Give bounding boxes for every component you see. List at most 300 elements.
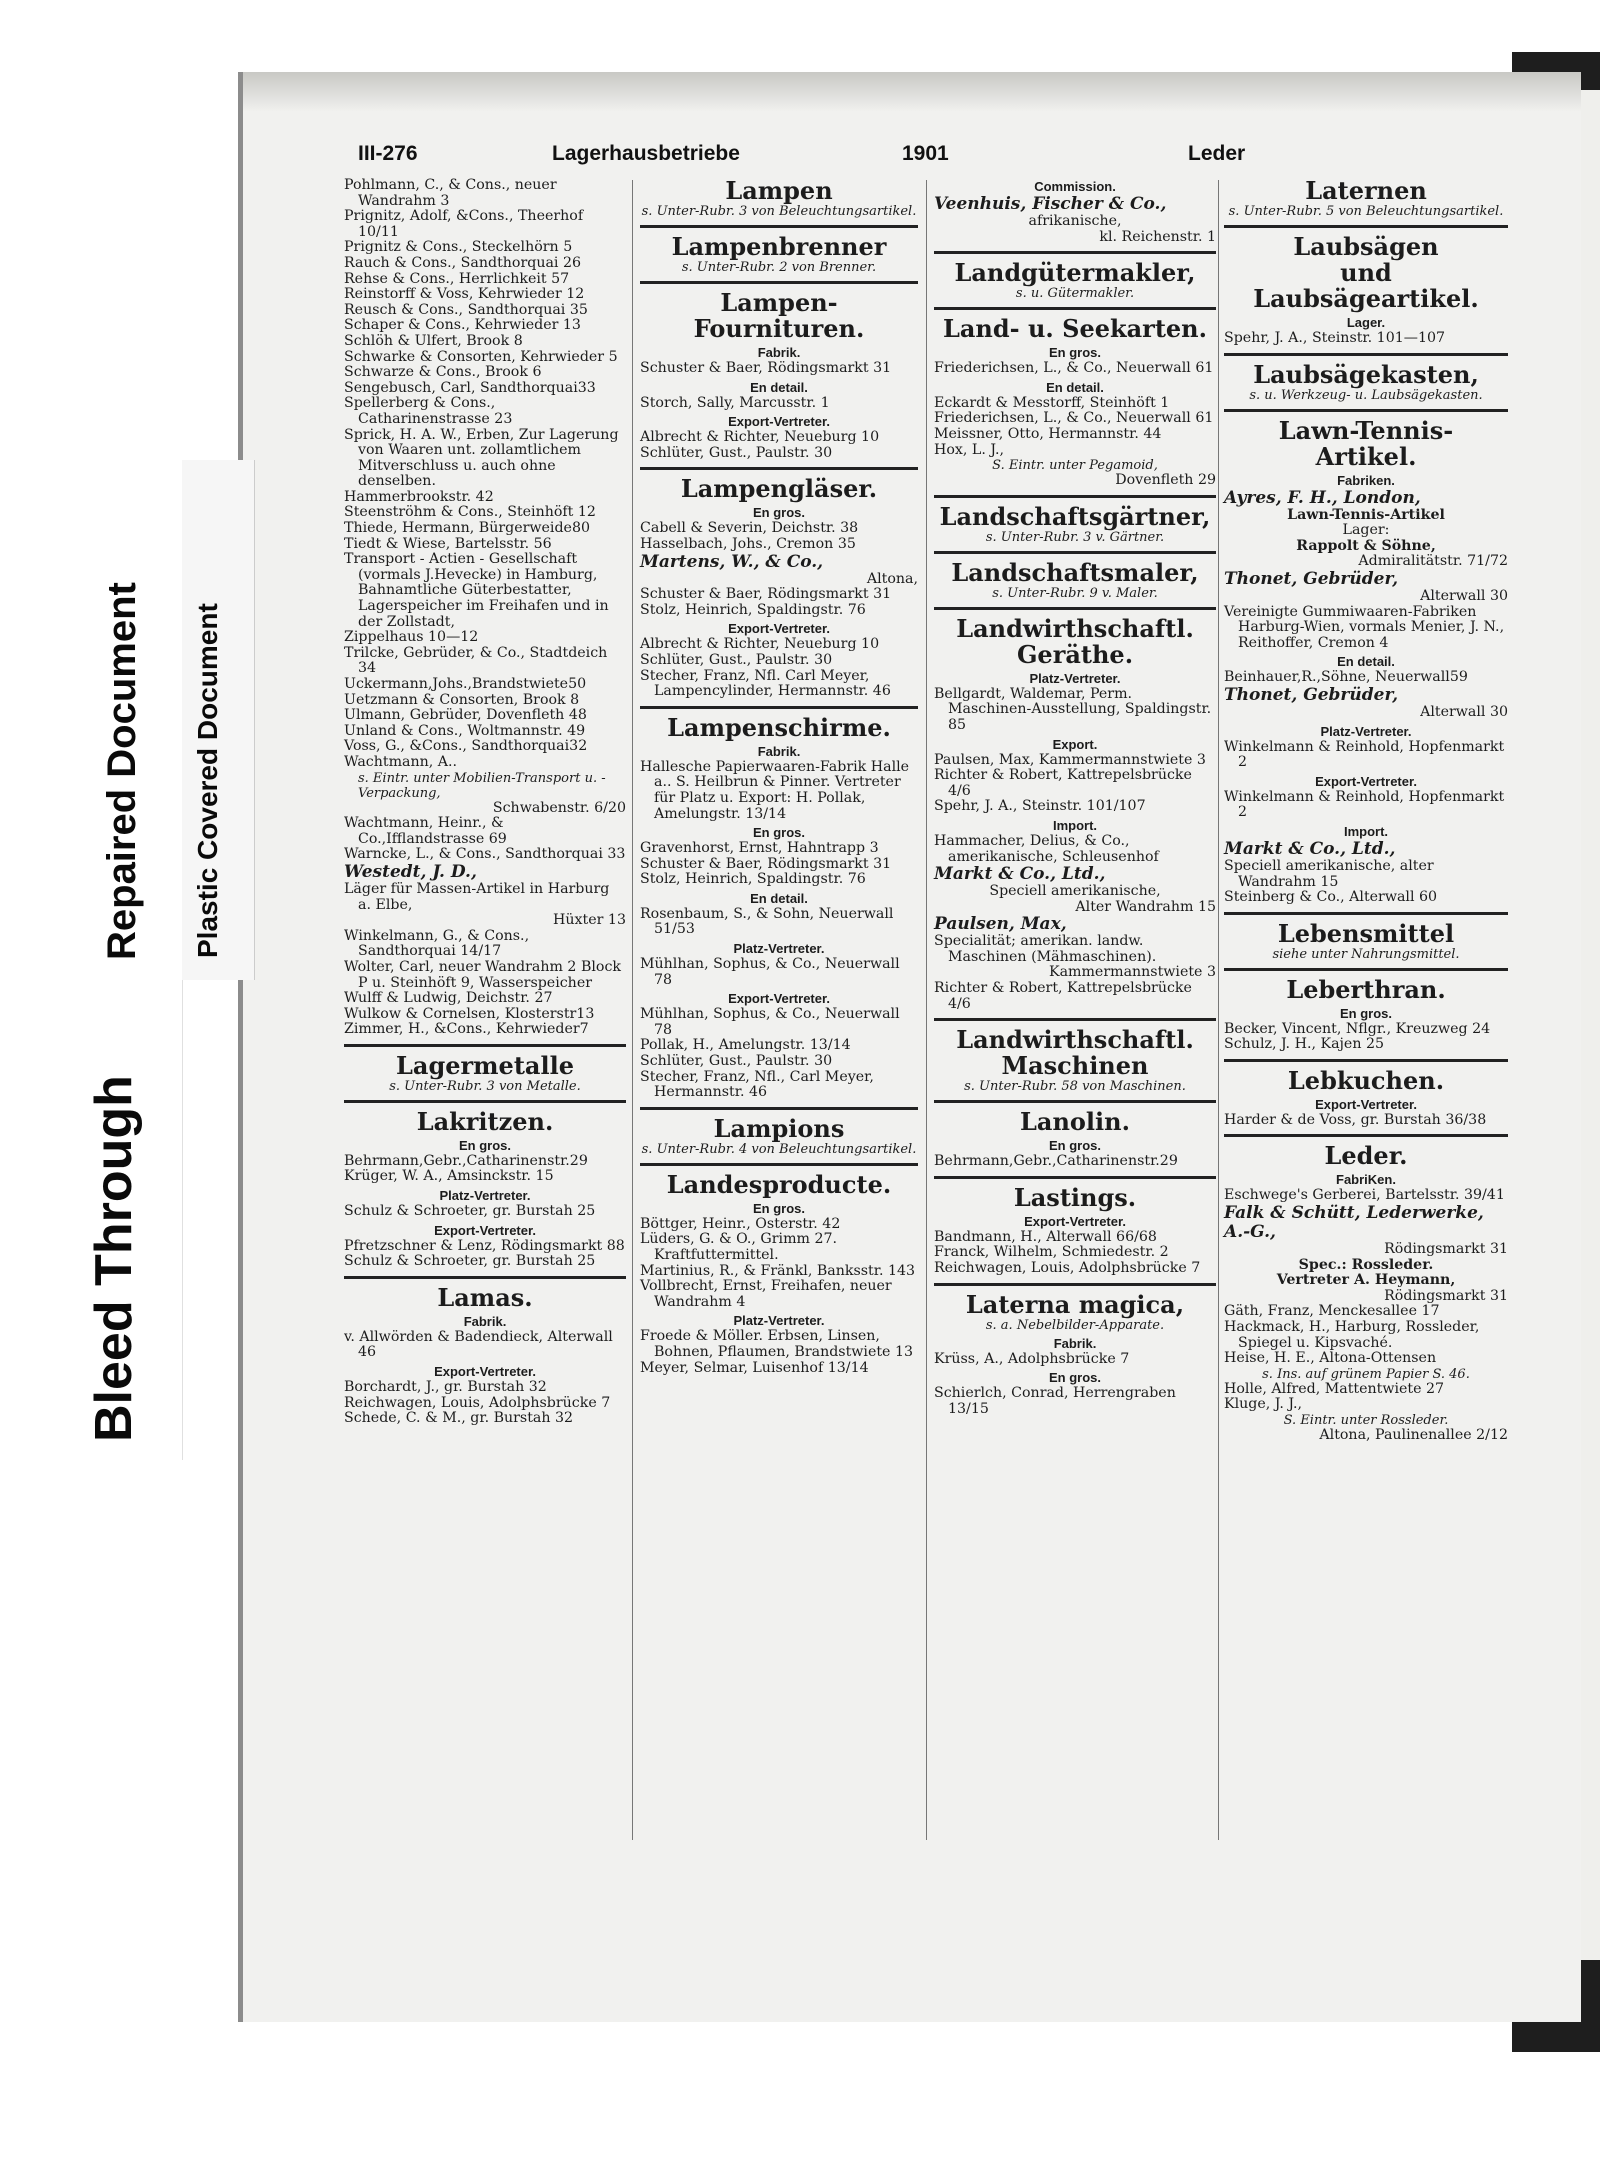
entry-list bbox=[640, 637, 918, 699]
section-title: Landwirthschaftl. bbox=[956, 613, 1194, 643]
list-entry: Heise, H. E., Altona-Ottensen bbox=[1224, 1350, 1437, 1367]
list-entry: Spehr, J. A., Steinstr. 101/107 bbox=[934, 798, 1146, 815]
entry: Speciell amerikanische, bbox=[989, 883, 1161, 900]
section-title: Laternen bbox=[1305, 176, 1427, 205]
entry-list bbox=[1224, 1113, 1508, 1129]
list-entry: Krüss, A., Adolphsbrücke 7 bbox=[934, 1350, 1130, 1367]
list-entry: Winkelmann & Reinhold, Hopfenmarkt 2 bbox=[1224, 788, 1505, 821]
section-rule bbox=[1224, 225, 1508, 228]
section-title: Landwirthschaftl. bbox=[956, 1025, 1194, 1055]
subheading: Export-Vertreter. bbox=[434, 1222, 536, 1238]
list-entry: Wulff & Ludwig, Deichstr. 27 bbox=[344, 990, 553, 1007]
list-entry: Wachtmann, Heinr., & Co.,Ifflandstrasse 69 bbox=[344, 815, 507, 847]
advertiser-name: Ayres, F. H., London, bbox=[1224, 487, 1421, 508]
cross-reference: s. Ins. auf grünem Papier S. 46. bbox=[1262, 1366, 1470, 1382]
subheading: Export-Vertreter. bbox=[1024, 1213, 1126, 1229]
advertiser-name: Paulsen, Max, bbox=[934, 914, 1067, 935]
section-title: Landschaftsmaler, bbox=[951, 557, 1199, 587]
subheading: Import. bbox=[1052, 817, 1098, 833]
entry-list bbox=[344, 929, 626, 1038]
list-entry: Hallesche Papierwaaren-Fabrik Halle a.. S. Heilbrun & Pinner. Vertreter für Platz u. Export: H. Pollak, Amelungstr. 13/14 bbox=[640, 758, 910, 822]
subheading: Commission. bbox=[1034, 179, 1116, 194]
list-entry: Schlüter, Gust., Paulstr. 30 bbox=[640, 444, 833, 461]
list-entry: Transport - Actien - Gesellschaft (vormals J.Hevecke) in Hamburg, Bahnamtliche Güterbestatter, Lagerspeicher im Freihafen und in der Zollstadt, bbox=[344, 551, 609, 630]
list-entry: Zimmer, H., &Cons., Kehrwieder7 bbox=[344, 1021, 589, 1038]
list-entry: Schulz & Schroeter, gr. Burstah 25 bbox=[344, 1203, 596, 1220]
entry: Rappolt & Söhne, bbox=[1296, 537, 1436, 554]
section-rule bbox=[344, 1100, 626, 1103]
section-title: Lanolin. bbox=[1020, 1107, 1130, 1137]
list-entry: Reichwagen, Louis, Adolphsbrücke 7 bbox=[344, 1394, 611, 1411]
address: Dovenfleth 29 bbox=[1115, 472, 1216, 489]
list-entry: Ulmann, Gebrüder, Dovenfleth 48 bbox=[344, 707, 587, 724]
entry-list bbox=[344, 1330, 626, 1361]
section-title: Lakritzen. bbox=[416, 1106, 554, 1136]
cross-reference: s. Unter-Rubr. 3 von Metalle. bbox=[389, 1078, 581, 1094]
list-entry: Schwarke & Consorten, Kehrwieder 5 bbox=[344, 348, 618, 365]
section-rule bbox=[640, 281, 918, 284]
address: Rödingsmarkt 31 bbox=[1384, 1241, 1508, 1258]
address: Kammermannstwiete 3 bbox=[1048, 964, 1216, 981]
list-entry: Rehse & Cons., Herrlichkeit 57 bbox=[344, 270, 570, 287]
entry-list bbox=[1224, 1022, 1508, 1053]
subheading: Fabriken. bbox=[1337, 472, 1395, 488]
column-4 bbox=[1224, 178, 1508, 1444]
section-title: Lampen bbox=[725, 176, 833, 205]
running-head-left: Lagerhausbetriebe bbox=[552, 142, 740, 165]
entry-list bbox=[1224, 1382, 1508, 1413]
section-title: Maschinen bbox=[1001, 1051, 1149, 1081]
entry: afrikanische, bbox=[1028, 213, 1122, 229]
list-entry: Tiedt & Wiese, Bartelsstr. 56 bbox=[344, 535, 552, 552]
advertiser-name: Westedt, J. D., bbox=[344, 861, 477, 882]
list-entry: Prignitz & Cons., Steckelhörn 5 bbox=[344, 239, 573, 256]
section-rule bbox=[1224, 968, 1508, 971]
list-entry: Behrmann,Gebr.,Catharinenstr.29 bbox=[934, 1153, 1178, 1170]
section-title: Lampengläser. bbox=[680, 474, 878, 504]
list-entry: Holle, Alfred, Mattentwiete 27 bbox=[1224, 1380, 1445, 1397]
section-title: Artikel. bbox=[1315, 441, 1417, 471]
list-entry: Voss, G., &Cons., Sandthorquai32 bbox=[344, 738, 588, 755]
list-entry: Trilcke, Gebrüder, & Co., Stadtdeich 34 bbox=[344, 644, 608, 677]
cross-reference: s. Unter-Rubr. 58 von Maschinen. bbox=[964, 1079, 1186, 1095]
section-rule bbox=[934, 307, 1216, 310]
section-rule bbox=[934, 495, 1216, 498]
list-entry: Vereinigte Gummiwaaren-Fabriken Harburg-Wien, vormals Menier, J. N., Reithoffer, Cremon 4 bbox=[1224, 603, 1505, 651]
section-title: Leder. bbox=[1324, 1141, 1408, 1171]
entry: Specialität; amerikan. landw. Maschinen (Mähmaschinen). bbox=[934, 933, 1157, 965]
list-entry: Beinhauer,R.,Söhne, Neuerwall59 bbox=[1224, 669, 1468, 686]
subheading: En gros. bbox=[458, 1137, 511, 1153]
section-title: Lastings. bbox=[1013, 1182, 1137, 1212]
list-entry: Gäth, Franz, Menckesallee 17 bbox=[1224, 1303, 1440, 1320]
column-2 bbox=[640, 178, 918, 1376]
subheading: Export-Vertreter. bbox=[1315, 773, 1417, 789]
subheading: Fabrik. bbox=[757, 345, 801, 360]
cross-reference: s. Unter-Rubr. 3 von Beleuchtungsartikel. bbox=[641, 204, 917, 219]
entry-list bbox=[344, 178, 626, 771]
section-title: Lampen- bbox=[720, 288, 838, 317]
list-entry: Schuster & Baer, Rödingsmarkt 31 bbox=[640, 586, 892, 603]
list-entry: Zippelhaus 10—12 bbox=[344, 629, 479, 646]
list-entry: Hox, L. J., bbox=[934, 441, 1004, 458]
section-rule bbox=[1224, 1134, 1508, 1137]
subheading: En detail. bbox=[1046, 379, 1104, 395]
list-entry: Becker, Vincent, Nflgr., Kreuzweg 24 bbox=[1224, 1020, 1491, 1037]
list-entry: Albrecht & Richter, Neueburg 10 bbox=[640, 636, 880, 653]
list-entry: Unland & Cons., Woltmannstr. 49 bbox=[344, 722, 586, 739]
list-entry: Wolter, Carl, neuer Wandrahm 2 Block P u. Steinhöft 9, Wasserspeicher bbox=[344, 958, 621, 991]
section-title: Landgütermakler, bbox=[954, 258, 1196, 288]
entry-list bbox=[344, 1154, 626, 1185]
address: Alterwall 30 bbox=[1420, 703, 1508, 720]
entry-list bbox=[344, 1204, 626, 1220]
section-title: Laubsägekasten, bbox=[1253, 359, 1479, 389]
list-entry: Mühlhan, Sophus, & Co., Neuerwall 78 bbox=[640, 956, 900, 988]
entry-list bbox=[640, 957, 918, 988]
address: Alter Wandrahm 15 bbox=[1075, 898, 1216, 915]
entry-list bbox=[344, 1239, 626, 1270]
list-entry: Stolz, Heinrich, Spaldingstr. 76 bbox=[640, 601, 866, 618]
section-rule bbox=[934, 1018, 1216, 1021]
entry-list bbox=[934, 396, 1216, 458]
list-entry: Behrmann,Gebr.,Catharinenstr.29 bbox=[344, 1152, 588, 1169]
list-entry: Franck, Wilhelm, Schmiedestr. 2 bbox=[934, 1244, 1169, 1261]
list-entry: Reinstorff & Voss, Kehrwieder 12 bbox=[344, 286, 585, 303]
cross-reference: s. Unter-Rubr. 2 von Brenner. bbox=[681, 260, 877, 275]
section-rule bbox=[640, 1107, 918, 1110]
subheading: Import. bbox=[1343, 823, 1389, 839]
list-entry: Stolz, Heinrich, Spaldingstr. 76 bbox=[640, 871, 866, 888]
subheading: Export. bbox=[1052, 736, 1098, 752]
subheading: FabriKen. bbox=[1336, 1172, 1396, 1188]
entry-list bbox=[640, 396, 918, 412]
section-rule bbox=[640, 1163, 918, 1166]
list-entry: Reusch & Cons., Sandthorquai 35 bbox=[344, 301, 588, 318]
list-entry: Friederichsen, L., & Co., Neuerwall 61 bbox=[934, 360, 1214, 377]
entry: Läger für Massen-Artikel in Harburg a. Elbe, bbox=[344, 880, 610, 913]
subheading: Platz-Vertreter. bbox=[733, 941, 825, 957]
address: Schwabenstr. 6/20 bbox=[492, 799, 626, 816]
entry-list bbox=[1224, 890, 1508, 906]
section-title: und Laubsägeartikel. bbox=[1253, 258, 1479, 313]
list-entry: Schuster & Baer, Rödingsmarkt 31 bbox=[640, 855, 892, 872]
running-head-year: 1901 bbox=[902, 142, 949, 165]
section-title: Geräthe. bbox=[1016, 639, 1134, 669]
list-entry: Pohlmann, C., & Cons., neuer Wandrahm 3 bbox=[344, 177, 557, 209]
list-entry: Hammacher, Delius, & Co., amerikanische, Schleusenhof bbox=[934, 832, 1159, 865]
section-title: Leberthran. bbox=[1286, 974, 1446, 1004]
subheading: Fabrik. bbox=[1053, 1335, 1097, 1351]
subheading: En detail. bbox=[750, 379, 808, 395]
list-entry: Albrecht & Richter, Neueburg 10 bbox=[640, 429, 880, 446]
list-entry: Uckermann,Johs.,Brandstwiete50 bbox=[344, 676, 587, 692]
list-entry: Reichwagen, Louis, Adolphsbrücke 7 bbox=[934, 1260, 1201, 1277]
list-entry: Hammerbrookstr. 42 bbox=[344, 488, 494, 505]
list-entry: Wachtmann, A.. bbox=[344, 753, 458, 770]
advertiser-name: Falk & Schütt, Lederwerke, A.-G., bbox=[1224, 1203, 1484, 1243]
entry-list bbox=[934, 1230, 1216, 1277]
section-rule bbox=[640, 225, 918, 228]
cross-reference: siehe unter Nahrungsmittel. bbox=[1272, 946, 1460, 962]
list-entry: Eckardt & Messtorff, Steinhöft 1 bbox=[934, 394, 1170, 411]
section-title: Laubsägen bbox=[1293, 232, 1439, 261]
advertiser-name: Martens, W., & Co., bbox=[640, 551, 824, 572]
section-rule bbox=[1224, 409, 1508, 412]
entry-list bbox=[640, 841, 918, 888]
entry-list bbox=[640, 760, 918, 822]
list-entry: Krüger, W. A., Amsinckstr. 15 bbox=[344, 1168, 554, 1185]
list-entry: Schlüter, Gust., Paulstr. 30 bbox=[640, 651, 833, 668]
subheading: Export-Vertreter. bbox=[1315, 1096, 1417, 1112]
entry: Lager: bbox=[1342, 522, 1390, 539]
section-title: Lagermetalle bbox=[396, 1050, 574, 1080]
list-entry: Schulz, J. H., Kajen 25 bbox=[1224, 1036, 1385, 1053]
list-entry: Sprick, H. A. W., Erben, Zur Lagerung von Waaren unt. zollamtlichem Mitverschluss u. auch ohne denselben. bbox=[344, 426, 619, 490]
section-title: Landschaftsgärtner, bbox=[939, 501, 1211, 531]
address: Altona, bbox=[866, 570, 918, 587]
entry-list bbox=[934, 981, 1216, 1012]
column-rule bbox=[926, 180, 927, 1840]
list-entry: Pfretzschner & Lenz, Rödingsmarkt 88 bbox=[344, 1237, 625, 1254]
address: Hüxter 13 bbox=[553, 912, 626, 929]
list-entry: Wulkow & Cornelsen, Klosterstr13 bbox=[344, 1005, 595, 1022]
list-entry: Schulz & Schroeter, gr. Burstah 25 bbox=[344, 1253, 596, 1270]
section-title: Fournituren. bbox=[693, 314, 865, 343]
list-entry: Hackmack, H., Harburg, Rossleder, Spiegel u. Kipsvaché. bbox=[1224, 1319, 1480, 1351]
cross-reference: s. Unter-Rubr. 9 v. Maler. bbox=[992, 585, 1158, 601]
section-rule bbox=[934, 1176, 1216, 1179]
column-3 bbox=[934, 178, 1216, 1417]
section-rule bbox=[640, 706, 918, 709]
section-rule bbox=[640, 467, 918, 470]
list-entry: Schaper & Cons., Kehrwieder 13 bbox=[344, 317, 581, 334]
subheading: En detail. bbox=[1337, 654, 1395, 670]
cross-reference: S. Eintr. unter Rossleder. bbox=[1283, 1413, 1449, 1428]
address: Rödingsmarkt 31 bbox=[1384, 1287, 1508, 1304]
list-entry: Storch, Sally, Marcusstr. 1 bbox=[640, 394, 830, 411]
list-entry: Böttger, Heinr., Osterstr. 42 bbox=[640, 1215, 841, 1232]
list-entry: Cabell & Severin, Deichstr. 38 bbox=[640, 520, 859, 537]
list-entry: Rosenbaum, S., & Sohn, Neuerwall 51/53 bbox=[640, 905, 894, 938]
advertiser-name: Markt & Co., Ltd., bbox=[1224, 838, 1396, 859]
entry-list bbox=[934, 753, 1216, 815]
list-entry: Schuster & Baer, Rödingsmarkt 31 bbox=[640, 360, 892, 376]
list-entry: Prignitz, Adolf, &Cons., Theerhof 10/11 bbox=[344, 208, 584, 240]
list-entry: Stecher, Franz, Nfl., Carl Meyer, Hermannstr. 46 bbox=[640, 1068, 874, 1101]
entry-list bbox=[1224, 605, 1508, 652]
section-title: Lebensmittel bbox=[1277, 918, 1455, 948]
address: Alterwall 30 bbox=[1420, 587, 1508, 604]
list-entry: Steenströhm & Cons., Steinhöft 12 bbox=[344, 504, 596, 521]
entry-list bbox=[640, 1007, 918, 1101]
section-rule bbox=[1224, 1059, 1508, 1062]
entry: Spec.: Rossleder. bbox=[1298, 1256, 1434, 1273]
section-rule bbox=[934, 251, 1216, 254]
list-entry: Friederichsen, L., & Co., Neuerwall 61 bbox=[934, 410, 1214, 427]
entry-list bbox=[1224, 1304, 1508, 1366]
list-entry: Lüders, G. & O., Grimm 27. Kraftfuttermittel. bbox=[640, 1231, 838, 1263]
advertiser-name: Markt & Co., Ltd., bbox=[934, 864, 1106, 885]
section-title: Lampions bbox=[713, 1113, 845, 1143]
entry-list bbox=[1224, 790, 1508, 821]
list-entry: Bandmann, H., Alterwall 66/68 bbox=[934, 1228, 1157, 1245]
list-entry: Martinius, R., & Fränkl, Banksstr. 143 bbox=[640, 1262, 916, 1279]
section-title: Lebkuchen. bbox=[1287, 1065, 1445, 1095]
cross-reference: s. u. Werkzeug- u. Laubsägekasten. bbox=[1249, 387, 1483, 403]
subheading: Lager. bbox=[1346, 315, 1386, 330]
list-entry: Meissner, Otto, Hermannstr. 44 bbox=[934, 425, 1162, 442]
entry-list bbox=[344, 816, 626, 863]
entry-list bbox=[640, 521, 918, 552]
entry: Lawn-Tennis-Artikel bbox=[1287, 506, 1445, 523]
address: Altona, Paulinenallee 2/12 bbox=[1319, 1427, 1508, 1443]
list-entry: Thiede, Hermann, Bürgerweide80 bbox=[344, 520, 591, 537]
section-rule bbox=[934, 551, 1216, 554]
entry: Vertreter A. Heymann, bbox=[1276, 1272, 1456, 1289]
list-entry: Schlöh & Ulfert, Brook 8 bbox=[344, 332, 523, 349]
list-entry: Eschwege's Gerberei, Bartelsstr. 39/41 bbox=[1224, 1187, 1505, 1204]
entry: Speciell amerikanische, alter Wandrahm 15 bbox=[1224, 857, 1434, 890]
subheading: Platz-Vertreter. bbox=[1320, 723, 1412, 739]
list-entry: Spehr, J. A., Steinstr. 101—107 bbox=[1224, 330, 1446, 346]
list-entry: Froede & Möller. Erbsen, Linsen, Bohnen, Pflaumen, Brandstwiete 13 bbox=[640, 1328, 914, 1360]
section-rule bbox=[934, 1100, 1216, 1103]
list-entry: Schede, C. & M., gr. Burstah 32 bbox=[344, 1410, 574, 1427]
subheading: En gros. bbox=[752, 505, 805, 521]
bleed-through-label: Bleed Through bbox=[85, 1075, 143, 1442]
section-title: Land- u. Seekarten. bbox=[943, 314, 1207, 344]
address: kl. Reichenstr. 1 bbox=[1099, 228, 1216, 245]
section-rule bbox=[1224, 912, 1508, 915]
list-entry: Warncke, L., & Cons., Sandthorquai 33 bbox=[344, 846, 626, 863]
entry-list bbox=[1224, 740, 1508, 771]
list-entry: Richter & Robert, Kattrepelsbrücke 4/6 bbox=[934, 980, 1192, 1012]
subheading: Fabrik. bbox=[757, 743, 801, 759]
entry-list bbox=[934, 834, 1216, 865]
entry-list bbox=[1224, 670, 1508, 686]
repaired-document-label: Repaired Document bbox=[100, 582, 144, 960]
subheading: Export-Vertreter. bbox=[728, 414, 830, 430]
list-entry: Kluge, J. J., bbox=[1224, 1396, 1302, 1413]
list-entry: Richter & Robert, Kattrepelsbrücke 4/6 bbox=[934, 767, 1192, 799]
subheading: En gros. bbox=[1048, 1138, 1101, 1154]
list-entry: Rauch & Cons., Sandthorquai 26 bbox=[344, 254, 582, 271]
entry-list bbox=[934, 1352, 1216, 1368]
list-entry: Mühlhan, Sophus, & Co., Neuerwall 78 bbox=[640, 1006, 900, 1038]
entry-list bbox=[640, 907, 918, 938]
section-rule bbox=[1224, 353, 1508, 356]
cross-reference: s. Unter-Rubr. 4 von Beleuchtungsartikel. bbox=[641, 1141, 917, 1157]
list-entry: Schierlch, Conrad, Herrengraben 13/15 bbox=[934, 1385, 1176, 1417]
column-rule bbox=[1218, 180, 1219, 1840]
list-entry: Vollbrecht, Ernst, Freihafen, neuer Wandrahm 4 bbox=[640, 1278, 892, 1310]
list-entry: Steinberg & Co., Alterwall 60 bbox=[1224, 889, 1438, 906]
subheading: En detail. bbox=[750, 890, 808, 906]
list-entry: Bellgardt, Waldemar, Perm. Maschinen-Ausstellung, Spaldingstr. 85 bbox=[934, 685, 1212, 733]
advertiser-name: Veenhuis, Fischer & Co., bbox=[934, 194, 1167, 214]
subheading: Platz-Vertreter. bbox=[439, 1188, 531, 1204]
list-entry: Spellerberg & Cons., Catharinenstrasse 23 bbox=[344, 395, 513, 427]
page-number: III-276 bbox=[358, 142, 418, 165]
list-entry: Paulsen, Max, Kammermannstwiete 3 bbox=[934, 751, 1206, 768]
section-rule bbox=[344, 1276, 626, 1279]
cross-reference: s. u. Gütermakler. bbox=[1015, 286, 1135, 302]
plastic-covered-label: Plastic Covered Document bbox=[192, 603, 223, 958]
subheading: Export-Vertreter. bbox=[728, 621, 830, 637]
subheading: Export-Vertreter. bbox=[434, 1364, 536, 1380]
subheading: En gros. bbox=[1048, 1370, 1101, 1386]
entry-list bbox=[934, 1386, 1216, 1417]
list-entry: Gravenhorst, Ernst, Hahntrapp 3 bbox=[640, 840, 879, 857]
cross-reference: s. a. Nebelbilder-Apparate. bbox=[985, 1317, 1165, 1333]
list-entry: Hasselbach, Johs., Cremon 35 bbox=[640, 535, 856, 552]
cross-reference: s. Eintr. unter Mobilien-Transport u. -Verpackung, bbox=[358, 770, 606, 801]
list-entry: Schlüter, Gust., Paulstr. 30 bbox=[640, 1053, 833, 1070]
list-entry: Winkelmann & Reinhold, Hopfenmarkt 2 bbox=[1224, 738, 1505, 771]
entry-list bbox=[640, 430, 918, 461]
list-entry: Winkelmann, G., & Cons., Sandthorquai 14/17 bbox=[344, 927, 530, 960]
address: Admiralitätstr. 71/72 bbox=[1358, 553, 1508, 570]
entry-list bbox=[934, 687, 1216, 734]
section-title: Lampenschirme. bbox=[667, 712, 891, 742]
section-title: Lampenbrenner bbox=[671, 232, 887, 261]
cross-reference: s. Unter-Rubr. 3 v. Gärtner. bbox=[985, 529, 1165, 545]
entry-list bbox=[640, 1217, 918, 1311]
list-entry: v. Allwörden & Badendieck, Alterwall 46 bbox=[344, 1328, 613, 1361]
list-entry: Borchardt, J., gr. Burstah 32 bbox=[344, 1379, 547, 1396]
entry-list bbox=[640, 1329, 918, 1376]
subheading: Platz-Vertreter. bbox=[1029, 670, 1121, 686]
list-entry: Pollak, H., Amelungstr. 13/14 bbox=[640, 1037, 851, 1054]
subheading: Export-Vertreter. bbox=[728, 991, 830, 1007]
entry-list bbox=[1224, 1188, 1508, 1204]
subheading: En gros. bbox=[752, 1200, 805, 1216]
running-head-right: Leder bbox=[1188, 142, 1246, 165]
cross-reference: s. Unter-Rubr. 5 von Beleuchtungsartikel. bbox=[1228, 204, 1504, 219]
subheading: En gros. bbox=[1048, 345, 1101, 361]
section-rule bbox=[344, 1044, 626, 1047]
section-rule bbox=[934, 1283, 1216, 1286]
advertiser-name: Thonet, Gebrüder, bbox=[1224, 684, 1399, 705]
column-1 bbox=[344, 178, 626, 1427]
entry-list bbox=[640, 587, 918, 618]
entry-list bbox=[344, 1380, 626, 1427]
section-title: Lamas. bbox=[437, 1282, 533, 1312]
list-entry: Stecher, Franz, Nfl. Carl Meyer, Lampencylinder, Hermannstr. 46 bbox=[640, 667, 891, 700]
list-entry: Schwarze & Cons., Brook 6 bbox=[344, 364, 542, 381]
subheading: Fabrik. bbox=[463, 1313, 507, 1329]
entry-list bbox=[934, 361, 1216, 377]
list-entry: Harder & de Voss, gr. Burstah 36/38 bbox=[1224, 1111, 1487, 1128]
list-entry: Sengebusch, Carl, Sandthorquai33 bbox=[344, 379, 596, 396]
subheading: En gros. bbox=[752, 825, 805, 841]
entry-list bbox=[640, 361, 918, 377]
entry-list bbox=[1224, 331, 1508, 347]
list-entry: Meyer, Selmar, Luisenhof 13/14 bbox=[640, 1359, 869, 1376]
advertiser-name: Thonet, Gebrüder, bbox=[1224, 568, 1399, 589]
section-title: Laterna magica, bbox=[965, 1289, 1185, 1319]
section-title: Lawn-Tennis- bbox=[1278, 415, 1454, 445]
subheading: Platz-Vertreter. bbox=[733, 1313, 825, 1329]
subheading: En gros. bbox=[1339, 1005, 1392, 1021]
column-rule bbox=[632, 180, 633, 1840]
list-entry: Uetzmann & Consorten, Brook 8 bbox=[344, 691, 580, 708]
section-title: Landesproducte. bbox=[666, 1169, 892, 1199]
section-rule bbox=[934, 607, 1216, 610]
entry-list bbox=[934, 1154, 1216, 1170]
cross-reference: S. Eintr. unter Pegamoid, bbox=[992, 458, 1158, 474]
